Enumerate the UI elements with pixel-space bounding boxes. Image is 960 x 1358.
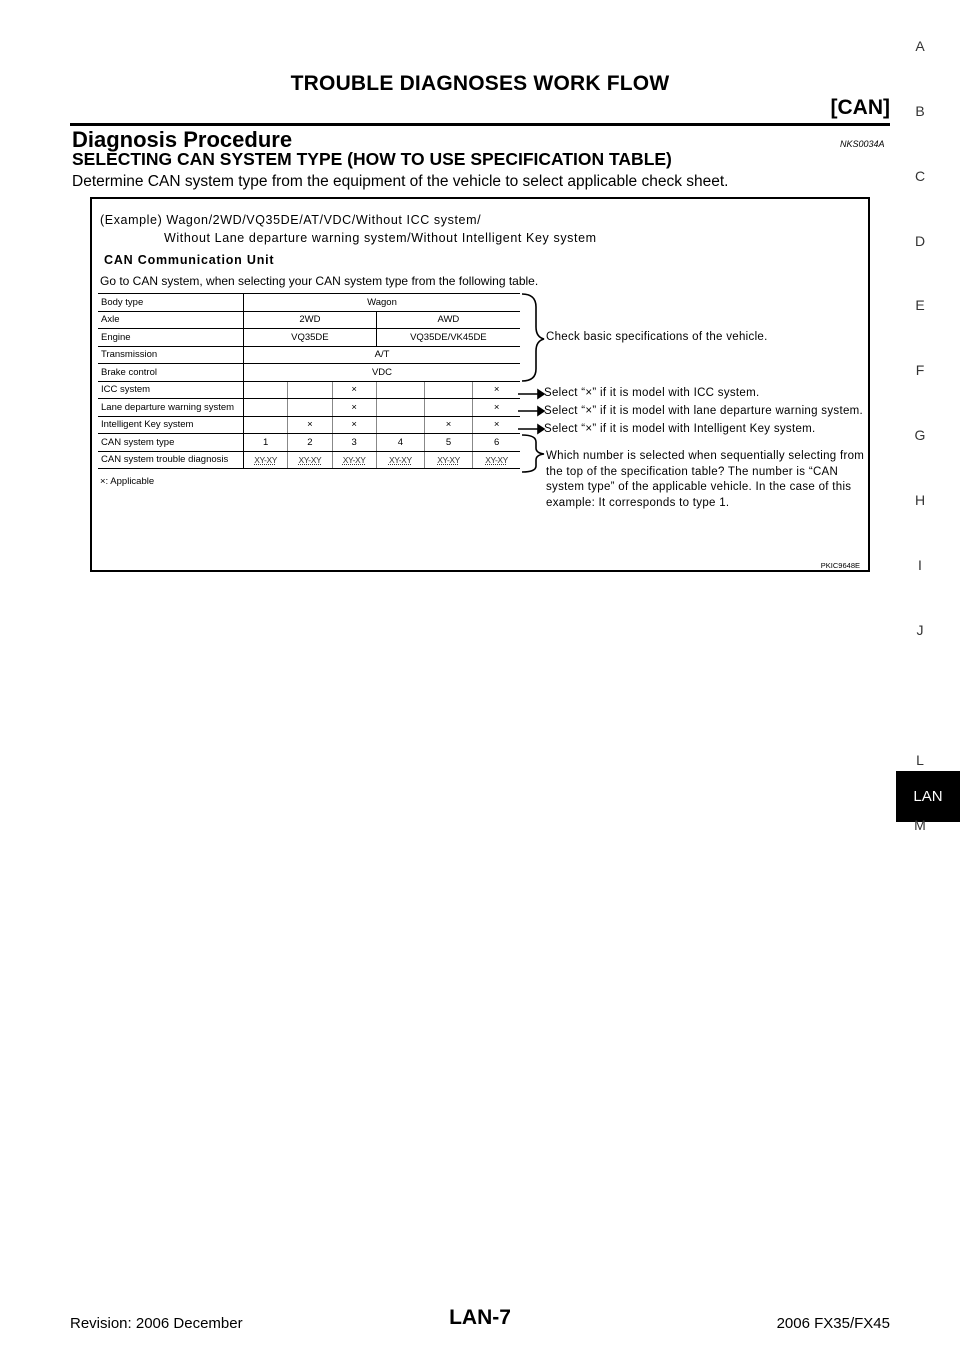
row-label: ICC system [98,381,244,399]
arrow-icc [518,390,544,398]
side-index-letter[interactable]: H [914,492,926,508]
table-cell: VQ35DE [244,329,377,347]
side-index-letter[interactable]: M [914,817,926,833]
table-cell: XY-XY [376,451,424,469]
page-title: TROUBLE DIAGNOSES WORK FLOW [290,72,670,95]
note-intelligent-key: Select “×” if it is model with Intelligent Key system. [544,423,816,435]
specification-figure [90,197,870,572]
arrow-ikey [518,425,544,433]
footer-page-number: LAN-7 [449,1306,511,1329]
side-index-letter[interactable]: A [915,38,925,54]
table-cell: × [473,416,520,434]
row-label: Brake control [98,364,244,382]
subsection-title: SELECTING CAN SYSTEM TYPE (HOW TO USE SPECIFICATION TABLE) [72,149,672,169]
note-lane: Select “×” if it is model with lane departure warning system. [544,405,864,417]
intro-text: Determine CAN system type from the equipment of the vehicle to select applicable check sheet. [72,173,729,190]
table-cell: 6 [473,434,520,452]
annotation-graphics [92,199,868,570]
table-cell: × [332,381,376,399]
arrow-lane [518,407,544,415]
table-cell: 1 [244,434,288,452]
section-title: Diagnosis Procedure [72,127,293,152]
table-cell: 2WD [244,311,377,329]
side-index-letter[interactable]: G [914,427,926,443]
table-cell: × [473,399,520,417]
goto-instruction: Go to CAN system, when selecting your CAN system type from the following table. [100,274,539,288]
row-label: Transmission [98,346,244,364]
side-index-letter[interactable]: L [916,752,924,768]
side-index-letter[interactable]: J [916,622,924,638]
table-cell: AWD [376,311,520,329]
table-cell: Wagon [244,294,521,312]
table-cell: × [424,416,472,434]
table-cell: A/T [244,346,521,364]
side-index-letter[interactable]: I [918,557,922,573]
note-icc: Select “×” if it is model with ICC system. [544,387,760,399]
table-cell: VDC [244,364,521,382]
row-label: Axle [98,311,244,329]
example-line-1: (Example) Wagon/2WD/VQ35DE/AT/VDC/Without ICC system/ [100,213,482,227]
footer-revision: Revision: 2006 December [70,1315,243,1332]
table-cell: 5 [424,434,472,452]
table-cell: XY-XY [244,451,288,469]
brace-basic-specs [522,294,544,381]
table-cell: × [473,381,520,399]
table-cell: 2 [288,434,332,452]
page-subtitle: [CAN] [830,96,890,119]
table-cell: XY-XY [424,451,472,469]
brace-type-selection [522,435,544,472]
header-divider [70,123,890,126]
table-cell: × [332,416,376,434]
side-index-letter[interactable]: B [915,103,925,119]
row-label: Intelligent Key system [98,416,244,434]
note-which-number: Which number is selected when sequentially selecting from the top of the specification table? The number is “CAN system type” of the applicable vehicle. In the case of this example: It corresponds to type 1. [546,450,865,509]
row-label: Lane departure warning system [98,399,244,417]
unit-title: CAN Communication Unit [104,253,275,267]
figure-id: PKIC9648E [820,561,860,570]
table-cell: 3 [332,434,376,452]
row-label: CAN system type [98,434,244,452]
side-index-letter[interactable]: D [914,233,926,249]
table-cell: × [288,416,332,434]
row-label: Engine [98,329,244,347]
table-cell: 4 [376,434,424,452]
table-cell: × [332,399,376,417]
row-label: Body type [98,294,244,312]
applicable-legend: ×: Applicable [100,476,155,487]
row-label: CAN system trouble diagnosis [98,451,244,469]
section-code: NKS0034A [840,139,885,149]
table-cell: XY-XY [332,451,376,469]
side-index-letter[interactable]: E [915,297,925,313]
note-check-specs: Check basic specifications of the vehicle. [546,331,768,343]
example-line-2: Without Lane departure warning system/Without Intelligent Key system [164,231,597,245]
footer-model: 2006 FX35/FX45 [776,1315,890,1332]
table-cell: XY-XY [288,451,332,469]
side-index-active-tab[interactable]: LAN [896,771,960,822]
side-index-letter[interactable]: F [915,362,925,378]
table-cell: XY-XY [473,451,520,469]
table-cell: VQ35DE/VK45DE [376,329,520,347]
side-index-letter[interactable]: C [914,168,926,184]
